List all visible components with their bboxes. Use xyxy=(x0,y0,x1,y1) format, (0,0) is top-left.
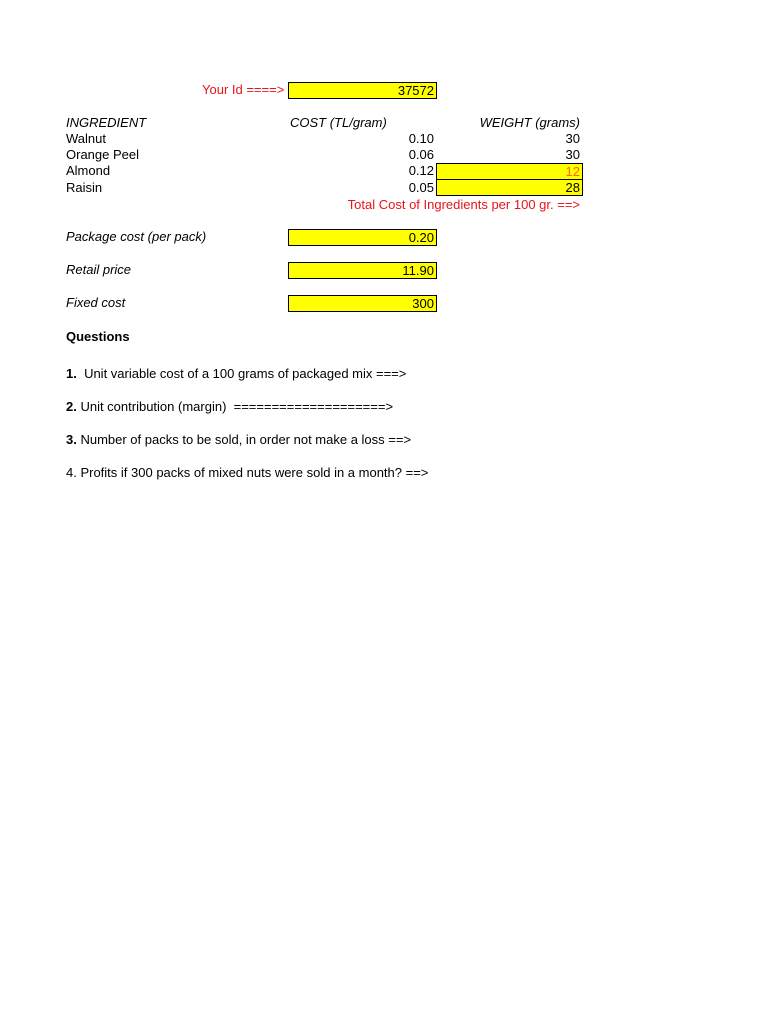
ingredient-name: Walnut xyxy=(66,131,106,146)
ingredient-header: INGREDIENT xyxy=(66,115,147,130)
question-number: 2. xyxy=(66,399,77,414)
ingredient-cost[interactable]: 0.10 xyxy=(408,131,434,146)
package-cost-label: Package cost (per pack) xyxy=(66,229,207,244)
retail-price-cell[interactable]: 11.90 xyxy=(288,262,437,279)
retail-price-label: Retail price xyxy=(66,262,132,277)
weight-header: WEIGHT (grams) xyxy=(479,115,580,130)
question-text: Unit contribution (margin) ====================> xyxy=(76,399,394,414)
question-text: 4. Profits if 300 packs of mixed nuts were sold in a month? ==> xyxy=(66,465,429,480)
ingredient-cost[interactable]: 0.06 xyxy=(408,147,434,162)
package-cost-cell[interactable]: 0.20 xyxy=(288,229,437,246)
ingredient-name: Raisin xyxy=(66,180,103,195)
total-cost-label: Total Cost of Ingredients per 100 gr. ==> xyxy=(347,197,580,212)
fixed-cost-cell[interactable]: 300 xyxy=(288,295,437,312)
your-id-label: Your Id ====> xyxy=(202,82,285,97)
fixed-cost-label: Fixed cost xyxy=(66,295,126,310)
your-id-cell[interactable]: 37572 xyxy=(288,82,437,99)
ingredient-weight[interactable]: 30 xyxy=(565,131,580,146)
question-item xyxy=(66,432,411,448)
ingredient-cost[interactable]: 0.05 xyxy=(408,180,434,195)
cost-header: COST (TL/gram) xyxy=(290,115,387,130)
question-item xyxy=(66,399,393,415)
question-text: Unit variable cost of a 100 grams of packaged mix ===> xyxy=(76,366,407,381)
ingredient-name: Almond xyxy=(66,163,111,178)
question-item xyxy=(66,465,428,481)
ingredient-weight-highlight[interactable]: 28 xyxy=(436,179,583,196)
question-item xyxy=(66,366,406,382)
questions-title: Questions xyxy=(66,329,130,344)
ingredient-name: Orange Peel xyxy=(66,147,139,162)
question-number: 3. xyxy=(66,432,77,447)
ingredient-weight-highlight[interactable]: 12 xyxy=(436,163,583,180)
question-text: Number of packs to be sold, in order not make a loss ==> xyxy=(76,432,412,447)
question-number: 1. xyxy=(66,366,77,381)
ingredient-weight[interactable]: 30 xyxy=(565,147,580,162)
ingredient-cost[interactable]: 0.12 xyxy=(408,163,434,178)
